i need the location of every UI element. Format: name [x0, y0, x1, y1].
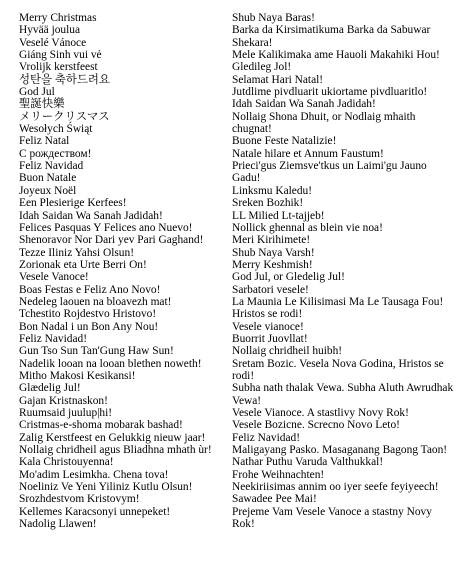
greeting-line: Meri Kirihimete! — [232, 234, 311, 247]
greeting-line: Nollaig chridheil agus Bliadhna mhath ùr! — [19, 444, 212, 457]
greeting-line: Een Plesierige Kerfees! — [19, 197, 127, 210]
greeting-line: Tchestito Rojdestvo Hristovo! — [19, 308, 157, 321]
right-greetings-column — [232, 12, 456, 530]
greeting-line: Nadolig Llawen! — [19, 518, 97, 531]
greeting-line: Shub Naya Varsh! — [232, 246, 315, 259]
greeting-line: Wesołych Świąt — [19, 123, 93, 136]
greeting-line: Hristos se rodi! — [232, 308, 303, 321]
greeting-line: メリークリスマス — [19, 110, 110, 123]
greeting-line: Vesele vianoce! — [232, 320, 304, 333]
greeting-line: Feliz Navidad — [19, 160, 84, 173]
greeting-line: Vesele Vanoce! — [19, 271, 89, 284]
greeting-line: Nedeleg laouen na bloavezh mat! — [19, 295, 172, 308]
greeting-line: Jutdlime pivdluarit ukiortame pivdluaritlo! — [232, 86, 428, 99]
greeting-line: Zalig Kerstfeest en Gelukkig nieuw jaar! — [19, 431, 206, 444]
greeting-line: Frohe Weihnachten! — [232, 468, 325, 481]
greeting-line: Cristmas-e-shoma mobarak bashad! — [19, 419, 183, 432]
greeting-line: Kellemes Karacsonyi unnepeket! — [19, 505, 171, 518]
greeting-line: Vesele Vianoce. A stastlivy Novy Rok! — [232, 407, 409, 419]
greeting-line: Prieci'gus Ziemsve'tkus un Laimi'gu Jauno Gadu! — [232, 160, 427, 185]
greeting-line: Linksmu Kaledu! — [232, 184, 313, 197]
greeting-line: Nollaig chridheil huibh! — [232, 345, 343, 358]
greeting-line: La Maunia Le Kilisimasi Ma Le Tausaga Fou! — [232, 295, 444, 308]
greeting-line: Srozhdestvom Kristovym! — [19, 493, 140, 506]
greeting-line: Feliz Natal — [19, 135, 70, 148]
greeting-line: Glædelig Jul! — [19, 382, 81, 395]
greeting-line: Felices Pasquas Y Felices ano Nuevo! — [19, 221, 193, 234]
greeting-line: Mo'adim Lesimkha. Chena tova! — [19, 468, 169, 481]
greeting-line: Gun Tso Sun Tan'Gung Haw Sun! — [19, 345, 174, 358]
greeting-line: Feliz Navidad! — [232, 431, 301, 444]
greeting-line: Mitho Makosi Kesikansi! — [19, 369, 136, 382]
greeting-line: Zorionak eta Urte Berri On! — [19, 258, 147, 271]
greeting-line: Veselé Vánoce — [19, 36, 87, 49]
greeting-line: 聖誕快樂 — [19, 98, 65, 111]
greeting-line: Buone Feste Natalizie! — [232, 135, 337, 148]
greeting-line: Merry Keshmish! — [232, 258, 313, 271]
left-greetings-column — [19, 12, 227, 530]
greeting-line: Feliz Navidad! — [19, 332, 88, 345]
greeting-line: Sawadee Pee Mai! — [232, 493, 317, 506]
greeting-line: Idah Saidan Wa Sanah Jadidah! — [232, 98, 376, 111]
greeting-line: Boas Festas e Feliz Ano Novo! — [19, 283, 161, 296]
greeting-line: Selamat Hari Natal! — [232, 73, 324, 86]
greeting-line: God Jul — [19, 86, 55, 99]
greeting-line: Tezze Iliniz Yahsi Olsun! — [19, 246, 134, 259]
greeting-line: Prejeme Vam Vesele Vanoce a stastny Novy Rok! — [232, 505, 432, 531]
greeting-line: Hyvää joulua — [19, 24, 81, 37]
greeting-line: Neekiriisimas annim oo iyer seefe feyiyeech! — [232, 481, 439, 494]
greeting-line: Sretam Bozic. Vesela Nova Godina, Hristos se rodi! — [232, 357, 444, 382]
greeting-line: Ruumsaid juulup|hi! — [19, 407, 113, 419]
greeting-line: Kala Christouyenna! — [19, 456, 114, 469]
greeting-line: Nathar Puthu Varuda Valthukkal! — [232, 456, 384, 469]
greeting-line: Merry Christmas — [19, 12, 97, 24]
greeting-line: Nollick ghennal as blein vie noa! — [232, 221, 383, 234]
greeting-line: Buon Natale — [19, 172, 77, 185]
greeting-line: 성탄을 축하드려요 — [19, 73, 110, 86]
greeting-line: God Jul, or Gledelig Jul! — [232, 271, 345, 284]
greeting-line: Sreken Bozhik! — [232, 197, 304, 210]
greeting-line: Buorrit Juovllat! — [232, 332, 308, 345]
greeting-line: Gledileg Jol! — [232, 61, 292, 74]
greeting-line: Sarbatori vesele! — [232, 283, 309, 296]
greeting-line: Giáng Sinh vui vẻ — [19, 49, 102, 62]
greeting-line: LL Milied Lt-tajjeb! — [232, 209, 325, 222]
greeting-line: Shub Naya Baras! — [232, 12, 315, 24]
greeting-line: Subha nath thalak Vewa. Subha Aluth Awrudhak Vewa! — [232, 382, 454, 407]
greeting-line: С рождеством! — [19, 147, 92, 160]
greeting-line: Vrolijk kerstfeest — [19, 61, 98, 74]
greeting-line: Nollaig Shona Dhuit, or Nodlaig mhaith chugnat! — [232, 110, 416, 136]
greeting-line: Noeliniz Ve Yeni Yiliniz Kutlu Olsun! — [19, 481, 193, 494]
greeting-line: Natale hilare et Annum Faustum! — [232, 147, 384, 160]
greeting-line: Gajan Kristnaskon! — [19, 394, 108, 407]
greeting-line: Bon Nadal i un Bon Any Nou! — [19, 320, 159, 333]
greeting-line: Barka da Kirsimatikuma Barka da Sabuwar Shekara! — [232, 24, 431, 49]
greeting-line: Vesele Bozicne. Screcno Novo Leto! — [232, 419, 400, 432]
greeting-line: Nadelik looan na looan blethen noweth! — [19, 357, 202, 370]
greeting-line: Mele Kalikimaka ame Hauoli Makahiki Hou! — [232, 49, 440, 62]
greeting-line: Maligayang Pasko. Masaganang Bagong Taon! — [232, 444, 448, 457]
greeting-line: Idah Saidan Wa Sanah Jadidah! — [19, 209, 163, 222]
greeting-line: Joyeux Noël — [19, 184, 77, 197]
greeting-line: Shenoravor Nor Dari yev Pari Gaghand! — [19, 234, 204, 247]
